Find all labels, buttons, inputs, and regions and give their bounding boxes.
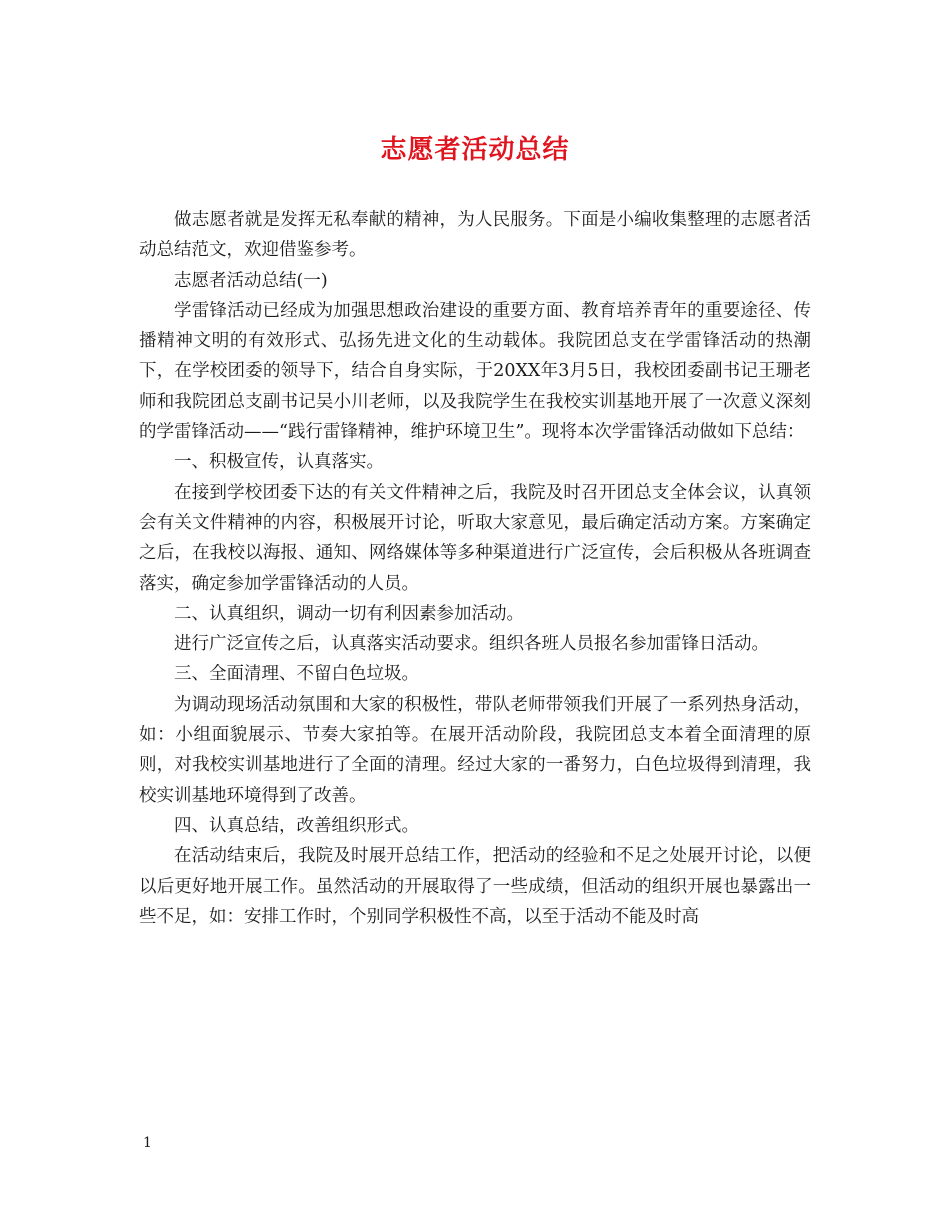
section-heading: 四、认真总结，改善组织形式。 xyxy=(174,815,419,836)
body-paragraph: 为调动现场活动氛围和大家的积极性，带队老师带领我们开展了一系列热身活动，如：小组面貌展示、节奏大家拍等。在展开活动阶段，我院团总支本着全面清理的原则，对我校实训基地进行了全面的清理。经过大家的一番努力，白色垃圾得到清理，我校实训基地环境得到了改善。 xyxy=(139,694,811,806)
body-paragraph: 在接到学校团委下达的有关文件精神之后，我院及时召开团总支全体会议，认真领会有关文件精神的内容，积极展开讨论，听取大家意见，最后确定活动方案。方案确定之后，在我校以海报、通知、网络媒体等多种渠道进行广泛宣传，会后积极从各班调查落实，确定参加学雷锋活动的人员。 xyxy=(139,482,811,594)
body-paragraph: 学雷锋活动已经成为加强思想政治建设的重要方面、教育培养青年的重要途径、传播精神文明的有效形式、弘扬先进文化的生动载体。我院团总支在学雷锋活动的热潮下，在学校团委的领导下，结合自身实际，于20XX年3月5日，我校团委副书记王珊老师和我院团总支副书记吴小川老师，以及我院学生在我校实训基地开展了一次意义深刻的学雷锋活动——“践行雷锋精神，维护环境卫生”。现将本次学雷锋活动做如下总结： xyxy=(139,300,811,443)
section-heading: 二、认真组织，调动一切有利因素参加活动。 xyxy=(174,603,524,624)
body-paragraph: 在活动结束后，我院及时展开总结工作，把活动的经验和不足之处展开讨论，以便以后更好地开展工作。虽然活动的开展取得了一些成绩，但活动的组织开展也暴露出一些不足，如：安排工作时，个别同学积极性不高，以至于活动不能及时高 xyxy=(139,846,811,927)
section-heading: 一、积极宣传，认真落实。 xyxy=(174,452,384,473)
section-heading: 三、全面清理、不留白色垃圾。 xyxy=(174,664,419,685)
section-heading: 志愿者活动总结(一) xyxy=(174,270,328,291)
body-paragraph: 进行广泛宣传之后，认真落实活动要求。组织各班人员报名参加雷锋日活动。 xyxy=(174,634,769,655)
document-title: 志愿者活动总结 xyxy=(380,135,570,165)
intro-paragraph: 做志愿者就是发挥无私奉献的精神，为人民服务。下面是小编收集整理的志愿者活动总结范文，欢迎借鉴参考。 xyxy=(139,210,811,261)
page-number: 1 xyxy=(143,1135,152,1151)
document-body xyxy=(139,205,811,932)
